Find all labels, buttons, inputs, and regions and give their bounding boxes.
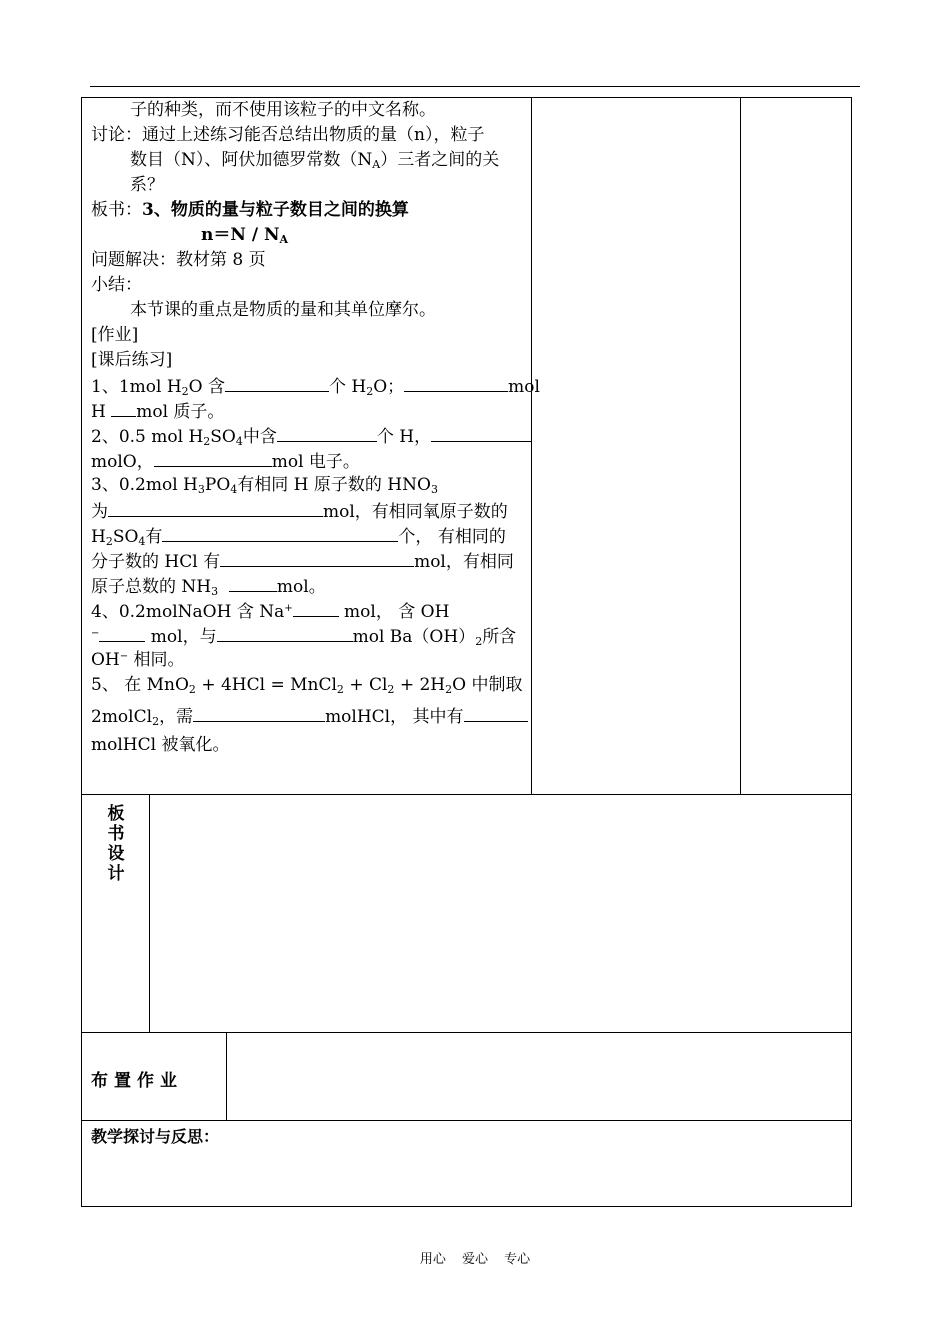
- footer-text: 专心: [504, 1252, 531, 1267]
- label-divider: [226, 1032, 227, 1120]
- exercise-3: 3、0.2mol $H_3PO_4$有相同 H 原子数的 $HNO_3$: [91, 475, 438, 496]
- answer-blank[interactable]: [99, 623, 145, 642]
- answer-blank[interactable]: [108, 498, 323, 517]
- footer-text: 用心: [419, 1252, 446, 1267]
- exercise-2-cont: molO， mol 电子。: [91, 448, 527, 473]
- board-heading: 板书：3、物质的量与粒子数目之间的换算: [91, 200, 409, 220]
- board-design-label: 板 书 设 计: [107, 804, 125, 884]
- exercise-1: 1、1mol $H_2O$ 含 个 $H_2O$； mol: [91, 373, 527, 398]
- column-divider: [531, 97, 532, 795]
- answer-blank[interactable]: [162, 523, 398, 542]
- answer-blank[interactable]: [229, 573, 277, 592]
- exercise-5-cont: molHCl 被氧化。: [91, 735, 230, 755]
- text-line: 数目（N）、阿伏加德罗常数$(N_A)$三者之间的关: [130, 150, 500, 171]
- exercise-4-cont: OH− 相同。: [91, 650, 185, 670]
- exercise-5-cont: 2molCl$_2$，需 molHCl， 其中有: [91, 703, 527, 728]
- lesson-content: [91, 98, 540, 758]
- row-divider: [81, 1032, 852, 1033]
- text-line: 小结：: [91, 275, 142, 295]
- text-line: 问题解决：教材第 8 页: [91, 250, 266, 270]
- reflection-label: 教学探讨与反思：: [91, 1127, 220, 1146]
- answer-blank[interactable]: [225, 373, 329, 392]
- answer-blank[interactable]: [431, 423, 531, 442]
- exercise-4-cont: − mol，与 mol $Ba(OH)_2$所含: [91, 623, 527, 648]
- page-footer: [0, 1248, 950, 1267]
- assign-homework-label: 布置作业: [91, 1071, 183, 1091]
- text-line: 本节课的重点是物质的量和其单位摩尔。: [130, 300, 436, 320]
- answer-blank[interactable]: [220, 548, 414, 567]
- exercise-2: 2、0.5 mol $H_2SO_4$中含 个 H，: [91, 423, 527, 448]
- text-line: 系？: [130, 175, 164, 195]
- row-divider: [81, 794, 852, 795]
- answer-blank[interactable]: [217, 623, 353, 642]
- text-line: [课后练习]: [91, 350, 173, 370]
- header-rule: [90, 86, 860, 87]
- exercise-3-cont: $H_2SO_4$有 个， 有相同的: [91, 523, 527, 548]
- exercise-3-cont: 原子总数的 $NH_3$ mol。: [91, 573, 527, 598]
- column-divider: [740, 97, 741, 795]
- exercise-4: 4、0.2molNaOH 含 Na+ mol， 含 OH: [91, 598, 527, 623]
- footer-text: 爱心: [461, 1252, 488, 1267]
- text-line: [作业]: [91, 325, 139, 345]
- exercise-3-cont: 为 mol，有相同氧原子数的: [91, 498, 527, 523]
- label-divider: [149, 794, 150, 1032]
- row-divider: [81, 1120, 852, 1121]
- answer-blank[interactable]: [404, 373, 508, 392]
- exercise-3-cont: 分子数的 HCl 有 mol，有相同: [91, 548, 527, 573]
- exercise-1-cont: H mol 质子。: [91, 398, 527, 423]
- answer-blank[interactable]: [464, 703, 528, 722]
- answer-blank[interactable]: [193, 703, 325, 722]
- answer-blank[interactable]: [277, 423, 377, 442]
- answer-blank[interactable]: [293, 598, 339, 617]
- answer-blank[interactable]: [111, 398, 136, 417]
- answer-blank[interactable]: [154, 448, 272, 467]
- exercise-5: 5、 在 MnO$_2$ + 4HCl = MnCl$_2$ + $Cl_2 + 2H_2O$ 中制取: [91, 675, 523, 696]
- text-line: 子的种类，而不使用该粒子的中文名称。: [130, 100, 436, 120]
- text-line: 讨论：通过上述练习能否总结出物质的量（n），粒子: [91, 125, 485, 145]
- formula: $n=N / N_A$: [201, 225, 289, 246]
